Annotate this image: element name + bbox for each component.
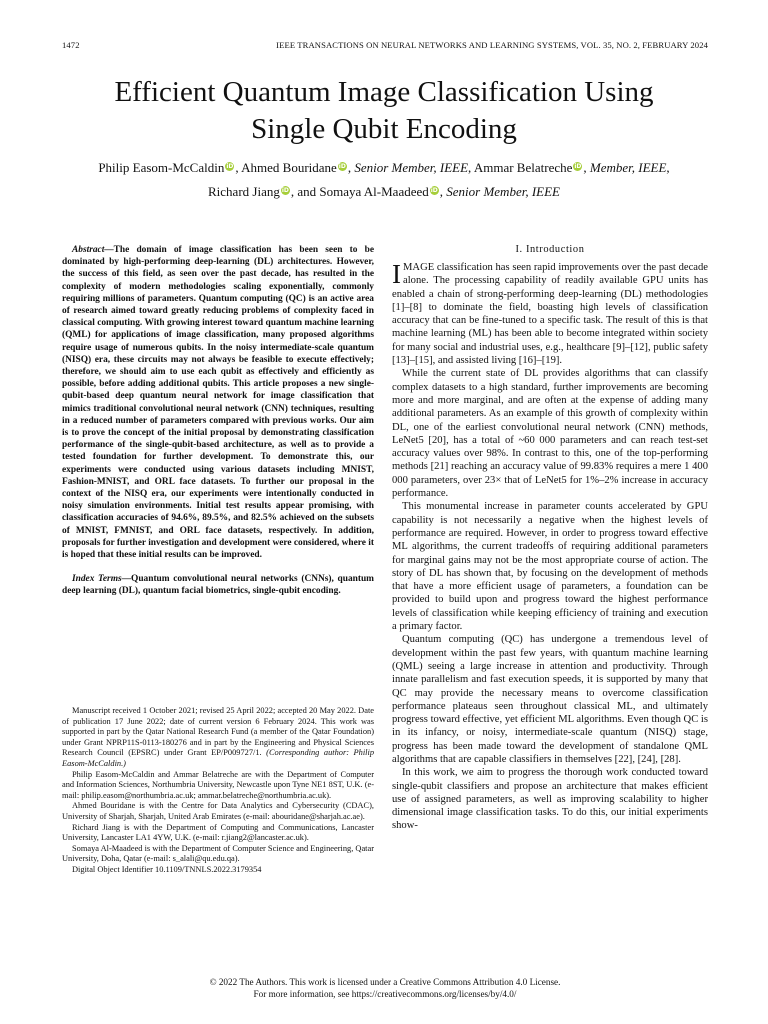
affiliation-2: Ahmed Bouridane is with the Centre for Data Analytics and Cybersecurity (CDAC), University of Sharjah, Sharjah, United Arab Emirates (e-mail: abouridane@sharjah.ac.ae). <box>62 801 374 821</box>
author-role: Senior Member, IEEE <box>446 184 560 199</box>
separator: , <box>235 160 242 175</box>
affiliation-4: Somaya Al-Maadeed is with the Department of Computer Science and Engineering, Qatar University, Doha, Qatar (e-mail: s_alali@qu.edu.qa). <box>62 843 374 864</box>
license-notice <box>62 977 708 1000</box>
separator: , <box>666 160 670 175</box>
separator: , and <box>290 184 320 199</box>
author-name: Ahmed Bouridane <box>241 160 337 175</box>
orcid-icon[interactable]: iD <box>338 163 346 170</box>
doi[interactable]: Digital Object Identifier 10.1109/TNNLS.2022.3179354 <box>72 864 262 874</box>
orcid-icon[interactable]: iD <box>226 163 234 170</box>
author-role: Member, IEEE <box>589 160 667 175</box>
paper-title <box>40 74 728 148</box>
introduction-body <box>392 261 708 833</box>
right-column <box>392 244 708 833</box>
license-line-1: © 2022 The Authors. This work is licensed under a Creative Commons Attribution 4.0 License. <box>209 977 561 987</box>
intro-paragraph-5: In this work, we aim to progress the thorough work conducted toward single-qubit classifiers and propose an architecture that makes efficient use of assigned parameters, as well as improving scalability to higher dimensional image classification tasks. To do this, our initial experiments show- <box>392 767 708 832</box>
author-name: Somaya Al-Maadeed <box>319 184 429 199</box>
orcid-icon[interactable]: iD <box>574 163 582 170</box>
intro-paragraph-4: Quantum computing (QC) has undergone a tremendous level of development within the past few years, with quantum machine learning (QML) seeing a large increase in attention and productivity. Through innate parallelism and fast execution speeds, it is supported by many that QC may provide the necessary means to overcome classification performance plateaus seen throughout classical ML, and ultimately progress toward effective, yet efficient ML algorithms. Even though QC is in its infancy, or noisy, intermediate-scale quantum (NISQ) stage, progress has been made toward the development of standalone QML algorithms that are capable classifiers in themselves [22], [24], [28]. <box>392 634 708 765</box>
abstract-label: Abstract <box>72 245 105 255</box>
index-terms-text: Quantum convolutional neural networks (CNNs), quantum deep learning (DL), quantum facial biometrics, single-qubit encoding. <box>62 574 374 597</box>
license-line-2[interactable]: For more information, see https://creativecommons.org/licenses/by/4.0/ <box>253 988 517 999</box>
section-heading-introduction: I. Introduction <box>515 244 585 255</box>
author-name: Philip Easom-McCaldin <box>98 160 225 175</box>
title-line-1: Efficient Quantum Image Classification Using <box>114 76 654 108</box>
separator: , <box>468 160 474 175</box>
left-column <box>62 244 374 607</box>
intro-paragraph-1 <box>392 261 708 367</box>
separator: , <box>439 184 447 199</box>
intro-paragraph-3: This monumental increase in parameter counts accelerated by GPU capability is not necessarily a negative when the highest levels of performance are required. However, in order to progress toward effective ML algorithms, the current tradeoffs of requiring additional parameters for marginal gains may not be the most appropriate course of action. The story of DL has shown that, by focusing on the development of methods that have a more efficient usage of parameters, a foundation can be provided to build upon and progress toward the highest performance levels of classification while keeping efficiency of training and execution a primary factor. <box>392 501 708 633</box>
abstract-dash: — <box>104 245 114 255</box>
abstract <box>62 244 374 561</box>
manuscript-note <box>62 706 374 770</box>
author-role: Senior Member, IEEE <box>354 160 469 175</box>
index-terms <box>62 573 374 597</box>
author-name: Ammar Belatreche <box>473 160 573 175</box>
footnotes <box>62 706 374 876</box>
orcid-icon[interactable]: iD <box>281 187 289 194</box>
corresponding-author: (Corresponding author: Philip Easom-McCaldin.) <box>62 748 375 768</box>
drop-cap: I <box>392 259 401 289</box>
author-list <box>40 156 728 204</box>
abstract-text: The domain of image classification has been seen to be dominated by high-performing deep-learning (DL) architectures. However, the success of this field, as seen over the past decade, has resulted in the complexity of modern methodologies scaling exponentially, commonly requiring millions of parameters. Quantum computing (QC) is an active area of research aimed toward greatly reducing problems of complexity faced in classical computing. With growing interest toward quantum machine learning (QML) for applications of image classification, many proposed algorithms require usage of numerous qubits. In the noisy intermediate-scale quantum (NISQ) era, these circuits may not always be feasible to execute effectively; therefore, we should aim to use each qubit as effectively and efficiently as possible, before adding additional qubits. This article proposes a new single-qubit-based deep quantum neural network for image classification that mimics traditional convolutional neural network (CNN) techniques, resulting in a reduced number of parameters compared with previous works. Our aim is to prove the concept of the initial proposal by demonstrating classification performance of the single-qubit-based architecture, as well as to provide a tested foundation for further development. To demonstrate this, our experiments were conducted using various datasets including MNIST, Fashion-MNIST, and ORL face datasets. To further our proposal in the context of the NISQ era, our experiments were intentionally conducted in noisy simulation environments. Initial test results appear promising, with classification accuracies of 94.6%, 89.5%, and 82.5% achieved on the subsets of MNIST, FMNIST, and ORL face datasets, respectively. In addition, proposals for further investigation and development were considered, where it is hoped that these initial results can be improved. <box>62 245 374 561</box>
page-number: 1472 <box>62 40 80 50</box>
author-line-1 <box>40 156 728 180</box>
separator: , <box>583 160 590 175</box>
title-line-2: Single Qubit Encoding <box>251 113 517 145</box>
affiliation-3: Richard Jiang is with the Department of Computing and Communications, Lancaster University, Lancaster LA1 4YW, U.K. (e-mail: r.jiang2@lancaster.ac.uk). <box>62 822 374 843</box>
journal-info: IEEE TRANSACTIONS ON NEURAL NETWORKS AND LEARNING SYSTEMS, VOL. 35, NO. 2, FEBRUARY 2024 <box>276 40 708 50</box>
intro-paragraph-2: While the current state of DL provides algorithms that can classify complex datasets to a high standard, further improvements are becoming more and more marginal, and are often at the expense of adding many additional parameters. As an example of this growth of complexity within DL, one of the earliest convolutional neural network (CNN) methods, LeNet5 [20], has a total of ~60 000 parameters and can reach test-set accuracy values over 98%. In contrast to this, one of the top-performing methods [21] reaching an accuracy value of 99.83% requires a mere 1 400 000 parameters, over 23× that of LeNet5 for 1%–2% increase in accuracy performance. <box>392 368 708 500</box>
running-header <box>62 40 708 54</box>
author-line-2 <box>40 180 728 204</box>
paragraph-text: MAGE classification has seen rapid improvements over the past decade alone. The processing capability of readily available GPU units has enabled a chain of strong-performing deep-learning (DL) methodologies [1]–[8] to dominate the field, boasting high levels of classification accuracy that can be fine-tuned to a specific task. The result of this is that machine learning (ML) has been able to become integrated within society for many social and industrial uses, e.g., healthcare [9]–[12], public safety [13]–[15], and assisted living [16]–[19]. <box>392 262 708 367</box>
affiliation-1: Philip Easom-McCaldin and Ammar Belatreche are with the Department of Computer and Information Sciences, Northumbria University, Newcastle upon Tyne NE1 8ST, U.K. (e-mail: philip.easom@northumbria.ac.uk; ammar.belatreche@northumbria.ac.uk). <box>62 769 374 800</box>
index-terms-label: Index Terms <box>72 574 122 585</box>
author-name: Richard Jiang <box>208 184 280 199</box>
index-terms-dash: — <box>121 574 132 585</box>
separator: , <box>347 160 355 175</box>
manuscript-text: Manuscript received 1 October 2021; revised 25 April 2022; accepted 20 May 2022. Date of publication 17 June 2022; date of current version 6 February 2024. This work was supported in part by the Qatar National Research Fund (a member of the Qatar Foundation) under Grant NPRP11S-0113-180276 and in part by the Engineering and Physical Sciences Research Council (EPSRC) under Grant EP/P009727/1. <box>62 706 374 758</box>
orcid-icon[interactable]: iD <box>430 187 438 194</box>
